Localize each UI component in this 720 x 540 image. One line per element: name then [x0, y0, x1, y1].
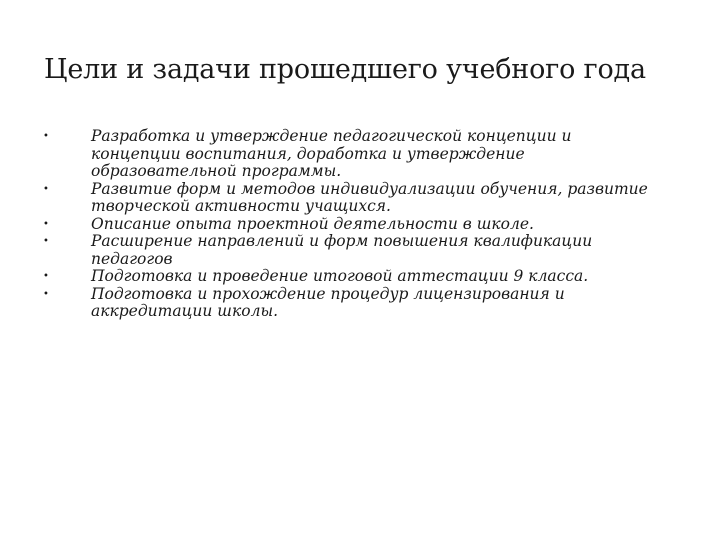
bullet-icon: • — [43, 271, 49, 282]
bullet-icon: • — [43, 218, 49, 230]
list-item — [43, 268, 663, 286]
bullet-icon: • — [43, 131, 49, 142]
list-item-text: Развитие форм и методов индивидуализации обучения, развитие творческой активности учащихся. — [91, 179, 648, 215]
list-item — [43, 128, 663, 181]
list-item — [43, 181, 663, 216]
list-item-text: Подготовка и проведение итоговой аттестации 9 класса. — [91, 267, 589, 285]
list-item — [43, 286, 663, 321]
slide-title: Цели и задачи прошедшего учебного года — [44, 54, 646, 85]
bullet-icon: • — [43, 183, 49, 195]
bullet-icon: • — [43, 236, 49, 247]
bullet-icon: • — [43, 288, 49, 300]
list-item — [43, 216, 663, 234]
list-item-text: Разработка и утверждение педагогической концепции и концепции воспитания, доработка и утверждение образовательной программы. — [91, 127, 572, 180]
list-item-text: Подготовка и прохождение процедур лицензирования и аккредитации школы. — [91, 284, 565, 320]
list-item — [43, 233, 663, 268]
goals-list — [43, 128, 663, 321]
list-item-text: Описание опыта проектной деятельности в школе. — [91, 214, 534, 233]
list-item-text: Расширение направлений и форм повышения квалификации педагогов — [91, 232, 593, 268]
